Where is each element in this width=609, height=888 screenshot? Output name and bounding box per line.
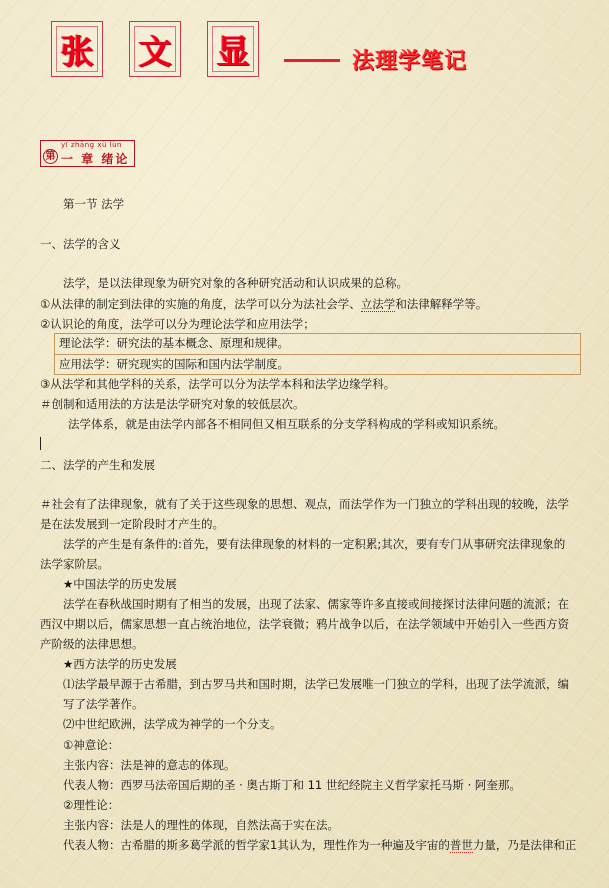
doc-line: ⑴法学最早源于古希腊，到古罗马共和国时期，法学已发展唯一门独立的学科，出现了法学流派，编 (63, 677, 569, 691)
doc-line (40, 296, 487, 312)
text-run: ①从法律的制定到法律的实施的角度，法学可以分为法社会学、 (40, 297, 361, 311)
doc-line: 法学在春秋战国时期有了相当的发展，出现了法家、儒家等许多直接或间接探讨法律问题的流派；在 (63, 597, 569, 611)
chapter-pinyin: yī zhāng xù lùn (61, 141, 122, 149)
heading-1: 一、法学的含义 (40, 237, 121, 251)
doc-line: 写了法学著作。 (63, 697, 144, 711)
text-run: 力量，乃是法律和正 (472, 838, 577, 852)
doc-line: ②理性论： (63, 798, 120, 812)
heading-2: 二、法学的产生和发展 (40, 458, 155, 472)
header-dash-divider (284, 59, 340, 62)
doc-line: ＃创制和适用法的方法是法学研究对象的较低层次。 (40, 397, 305, 411)
section-title: 第一节 法学 (63, 197, 125, 211)
doc-line: 主张内容：法是人的理性的体现，自然法高于实在法。 (63, 818, 339, 832)
table-row: 理论法学：研究法的基本概念、原理和规律。 (59, 336, 289, 350)
doc-line: ②认识论的角度，法学可以分为理论法学和应用法学； (40, 317, 315, 331)
table-row: 应用法学：研究现实的国际和国内法学制度。 (55, 354, 580, 374)
header-name-char-3 (207, 21, 259, 77)
text-cursor (40, 437, 41, 450)
chapter-circle-char: 第 (43, 149, 58, 164)
doc-line: ③从法学和其他学科的关系，法学可以分为法学本科和法学边缘学科。 (40, 377, 396, 391)
definitions-table (54, 333, 581, 375)
doc-line: 产阶级的法律思想。 (40, 637, 144, 651)
doc-line: 主张内容：法是神的意志的体现。 (63, 758, 236, 772)
header-name-char-1 (51, 21, 103, 77)
doc-line: 法学家阶层。 (40, 557, 109, 571)
doc-line: ★西方法学的历史发展 (63, 657, 177, 671)
name-char-text: 文 (134, 26, 176, 72)
chapter-label: 一 章 绪论 (61, 152, 130, 166)
chapter-badge (40, 140, 135, 167)
doc-line: 代表人物：西罗马法帝国后期的圣 · 奥古斯丁和 11 世纪经院主义哲学家托马斯 · 阿奎那。 (63, 778, 521, 792)
doc-line: 是在法发展到一定阶段时才产生的。 (40, 517, 224, 531)
doc-line: ＃社会有了法律现象，就有了关于这些现象的思想、观点，而法学作为一门独立的学科出现的较晚，法学 (40, 497, 569, 511)
name-char-text: 显 (212, 26, 254, 72)
name-char-text: 张 (56, 26, 98, 72)
doc-line: ★中国法学的历史发展 (63, 577, 177, 591)
doc-line: ⑵中世纪欧洲，法学成为神学的一个分支。 (63, 717, 282, 731)
doc-line: 法学体系，就是由法学内部各不相同但又相互联系的分支学科构成的学科或知识系统。 (68, 417, 505, 431)
text-run: 代表人物：古希腊的斯多葛学派的哲学家1其认为，理性作为一种遍及宇宙的 (63, 838, 450, 852)
text-run-spellcheck: 普世 (449, 838, 473, 852)
header-subtitle: 法理学笔记 (352, 49, 468, 74)
doc-line (63, 837, 576, 853)
text-run-spellcheck: 立法学 (360, 297, 396, 311)
header-name-char-2 (129, 21, 181, 77)
doc-line: 西汉中期以后，儒家思想一直占统治地位，法学衰微；鸦片战争以后，在法学领域中开始引入一些西方资 (40, 617, 569, 631)
doc-line: ①神意论： (63, 738, 120, 752)
text-run: 和法律解释学等。 (395, 297, 488, 311)
doc-line: 法学的产生是有条件的:首先，要有法律现象的材料的一定积累;其次，要有专门从事研究法律现象的 (63, 537, 566, 551)
doc-line: 法学，是以法律现象为研究对象的各种研究活动和认识成果的总称。 (63, 276, 408, 290)
